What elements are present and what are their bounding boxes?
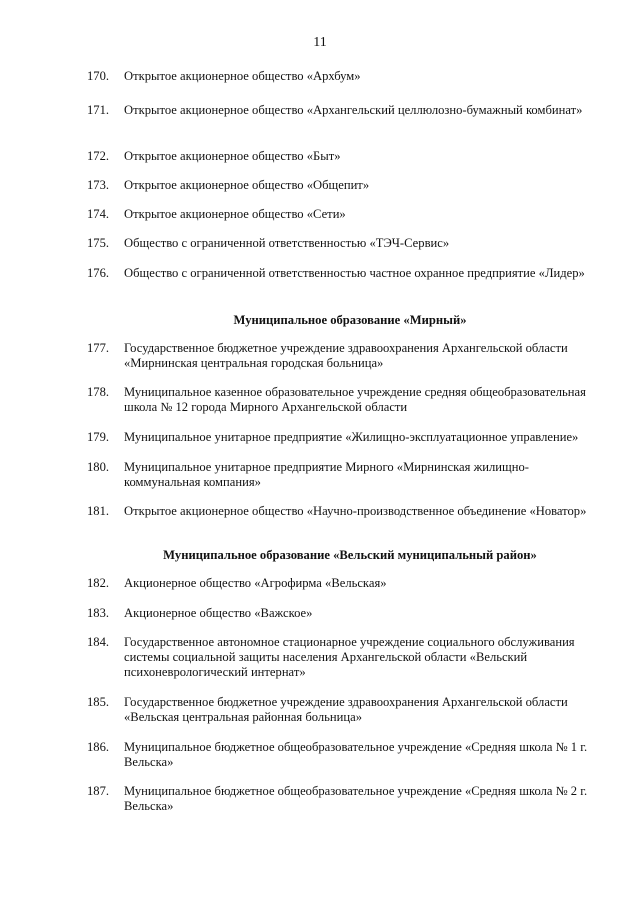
item-text: Государственное бюджетное учреждение здравоохранения Архангельской области «Мирнинская центральная городская больница» [124, 341, 568, 370]
list-item [87, 695, 599, 725]
list-item [87, 236, 599, 251]
item-text: Открытое акционерное общество «Быт» [124, 149, 341, 163]
item-number: 175. [87, 236, 110, 250]
item-number: 185. [87, 695, 110, 709]
list-item [87, 504, 599, 519]
list-item [87, 430, 599, 445]
item-number: 182. [87, 576, 110, 590]
list-item [87, 576, 599, 591]
list-item [87, 635, 599, 680]
item-number: 187. [87, 784, 110, 798]
list-item [87, 69, 599, 84]
item-number: 179. [87, 430, 110, 444]
list-item [87, 784, 599, 814]
item-number: 180. [87, 460, 110, 474]
list-item [87, 207, 599, 222]
item-text: Муниципальное унитарное предприятие «Жилищно-эксплуатационное управление» [124, 430, 579, 444]
list-item [87, 149, 599, 164]
item-text: Открытое акционерное общество «Архангельский целлюлозно-бумажный комбинат» [124, 103, 583, 117]
list-item [87, 606, 599, 621]
item-text: Муниципальное бюджетное общеобразовательное учреждение «Средняя школа № 1 г. Вельска» [124, 740, 588, 769]
list-item [87, 103, 599, 118]
item-number: 171. [87, 103, 110, 117]
item-text: Акционерное общество «Важское» [124, 606, 313, 620]
item-number: 186. [87, 740, 110, 754]
item-text: Общество с ограниченной ответственностью «ТЭЧ-Сервис» [124, 236, 450, 250]
item-text: Открытое акционерное общество «Научно-производственное объединение «Новатор» [124, 504, 587, 518]
item-text: Государственное автономное стационарное учреждение социального обслуживания системы социальной защиты населения Архангельской области «Вельский психоневрологический интернат» [124, 635, 575, 679]
item-number: 174. [87, 207, 110, 221]
item-text: Открытое акционерное общество «Сети» [124, 207, 346, 221]
item-text: Открытое акционерное общество «Архбум» [124, 69, 361, 83]
item-number: 181. [87, 504, 110, 518]
item-number: 183. [87, 606, 110, 620]
item-text: Государственное бюджетное учреждение здравоохранения Архангельской области «Вельская центральная районная больница» [124, 695, 568, 724]
item-number: 170. [87, 69, 110, 83]
list-item [87, 178, 599, 193]
page-number: 11 [313, 35, 327, 50]
item-text: Общество с ограниченной ответственностью частное охранное предприятие «Лидер» [124, 266, 585, 280]
item-text: Акционерное общество «Агрофирма «Вельская» [124, 576, 387, 590]
item-number: 172. [87, 149, 110, 163]
list-item [87, 460, 599, 490]
list-item [87, 740, 599, 770]
list-item [87, 385, 599, 415]
list-item [87, 341, 599, 371]
section-heading-mirny: Муниципальное образование «Мирный» [233, 313, 467, 327]
item-number: 177. [87, 341, 110, 355]
item-text: Открытое акционерное общество «Общепит» [124, 178, 370, 192]
item-number: 184. [87, 635, 110, 649]
section-heading-velsk: Муниципальное образование «Вельский муниципальный район» [163, 548, 537, 562]
list-item [87, 266, 599, 281]
item-number: 176. [87, 266, 110, 280]
item-text: Муниципальное бюджетное общеобразовательное учреждение «Средняя школа № 2 г. Вельска» [124, 784, 588, 813]
item-text: Муниципальное казенное образовательное учреждение средняя общеобразовательная школа № 12 города Мирного Архангельской области [124, 385, 586, 414]
item-text: Муниципальное унитарное предприятие Мирного «Мирнинская жилищно-коммунальная компания» [124, 460, 529, 489]
item-number: 173. [87, 178, 110, 192]
item-number: 178. [87, 385, 110, 399]
